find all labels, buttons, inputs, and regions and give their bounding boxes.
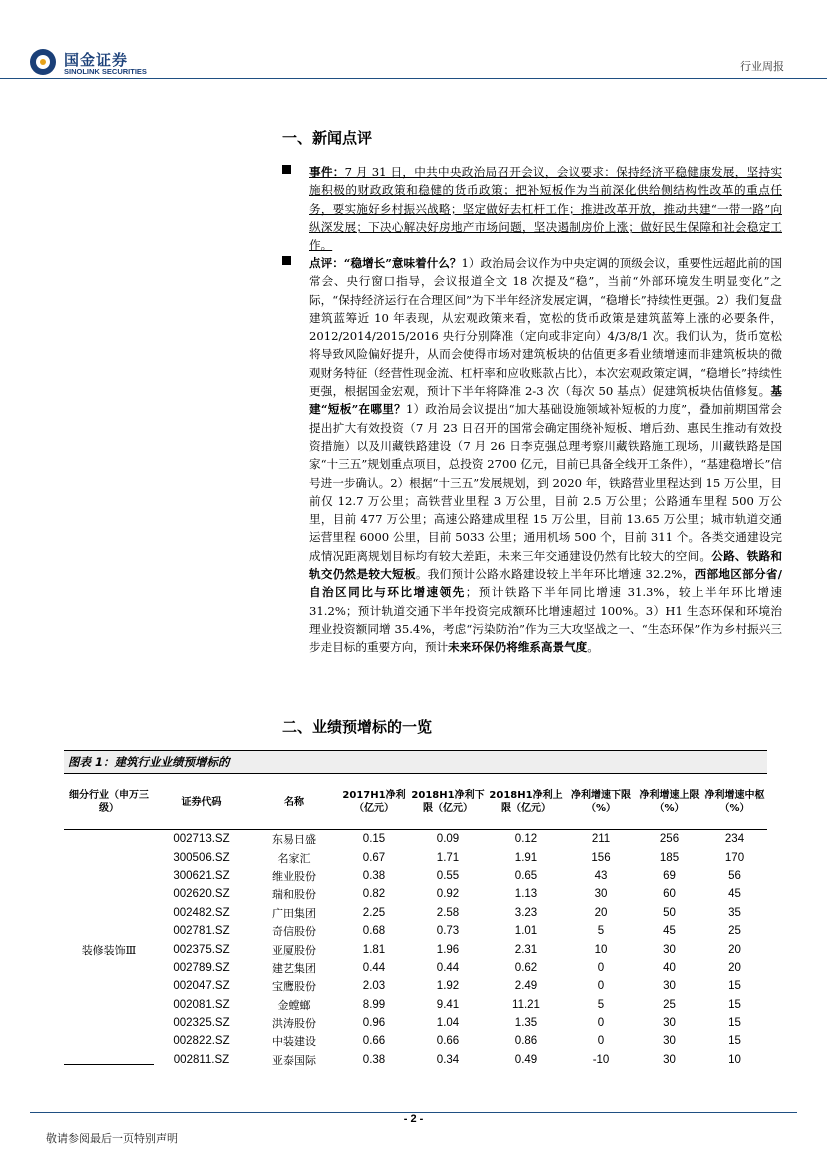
growth-high: 30 xyxy=(663,1053,676,1066)
stock-code: 300506.SZ xyxy=(173,851,230,864)
growth-high: 50 xyxy=(663,906,676,919)
comment-label: 点评： xyxy=(309,256,344,270)
net-profit-2018h1-high: 0.62 xyxy=(514,961,538,974)
table-row xyxy=(64,940,767,958)
header-industry: 细分行业（申万三级） xyxy=(64,775,154,830)
growth-low: 0 xyxy=(597,1035,605,1048)
table-row xyxy=(64,977,767,995)
table-header-row xyxy=(64,775,767,830)
growth-low: 156 xyxy=(591,851,611,864)
net-profit-2018h1-low: 0.92 xyxy=(436,888,460,901)
growth-mid: 170 xyxy=(724,851,745,864)
table-bottom-rule xyxy=(64,1064,154,1065)
header-growth-mid: 净利增速中枢（%） xyxy=(702,775,767,830)
stock-name: 东易日盛 xyxy=(272,833,316,847)
header-2018h1-low: 2018H1净利下限（亿元） xyxy=(409,775,487,830)
comment-paragraph xyxy=(282,254,782,657)
event-label: 事件： xyxy=(309,165,345,179)
growth-high: 30 xyxy=(663,943,676,956)
header-2017h1: 2017H1净利（亿元） xyxy=(339,775,409,830)
net-profit-2018h1-low: 1.96 xyxy=(436,943,460,956)
growth-mid: 15 xyxy=(728,998,741,1011)
growth-high: 30 xyxy=(663,980,676,993)
table-row xyxy=(64,1051,767,1069)
net-profit-2018h1-low: 1.04 xyxy=(436,1017,460,1030)
growth-high: 256 xyxy=(659,833,680,846)
net-profit-2018h1-low: 0.66 xyxy=(436,1035,460,1048)
net-profit-2017h1: 8.99 xyxy=(362,998,386,1011)
growth-mid: 15 xyxy=(728,980,741,993)
stock-code: 002781.SZ xyxy=(173,925,230,938)
net-profit-2018h1-high: 2.31 xyxy=(514,943,538,956)
stock-code: 002789.SZ xyxy=(173,961,230,974)
square-bullet-icon xyxy=(282,165,291,174)
net-profit-2017h1: 2.25 xyxy=(362,906,386,919)
stock-name: 维业股份 xyxy=(272,869,316,883)
growth-high: 69 xyxy=(663,869,676,882)
growth-high: 30 xyxy=(663,1017,676,1030)
event-paragraph xyxy=(282,163,782,254)
table-row xyxy=(64,922,767,940)
growth-low: 10 xyxy=(594,943,608,956)
header-growth-high: 净利增速上限（%） xyxy=(637,775,702,830)
growth-low: 43 xyxy=(594,869,608,882)
net-profit-2018h1-low: 2.58 xyxy=(436,906,460,919)
net-profit-2018h1-low: 0.34 xyxy=(436,1053,460,1066)
table-title-bar xyxy=(64,750,767,774)
stock-name: 中装建设 xyxy=(272,1035,316,1049)
net-profit-2018h1-low: 1.92 xyxy=(436,980,460,993)
table-row xyxy=(64,1032,767,1050)
section-title-news: 一、新闻点评 xyxy=(282,129,373,147)
stock-code: 002482.SZ xyxy=(173,906,230,919)
footer-disclaimer: 敬请参阅最后一页特别声明 xyxy=(46,1132,178,1145)
growth-mid: 10 xyxy=(728,1053,741,1066)
comment-highlight-2: 西部地区部分省/自治区同比与环比增速领先 xyxy=(309,567,782,600)
table-row xyxy=(64,959,767,977)
stock-name: 瑞和股份 xyxy=(272,888,316,902)
net-profit-2018h1-high: 0.49 xyxy=(514,1053,538,1066)
net-profit-2018h1-high: 11.21 xyxy=(512,998,540,1011)
growth-low: 0 xyxy=(597,961,605,974)
stock-code: 002047.SZ xyxy=(173,980,230,993)
square-bullet-icon xyxy=(282,256,291,265)
net-profit-2017h1: 0.82 xyxy=(362,888,386,901)
net-profit-2018h1-high: 0.65 xyxy=(514,869,538,882)
net-profit-2018h1-high: 1.13 xyxy=(514,888,538,901)
stock-code: 002375.SZ xyxy=(173,943,230,956)
net-profit-2018h1-high: 2.49 xyxy=(514,980,538,993)
growth-low: 30 xyxy=(594,888,608,901)
growth-high: 185 xyxy=(659,851,680,864)
net-profit-2018h1-high: 1.91 xyxy=(514,851,538,864)
header-growth-low: 净利增速下限（%） xyxy=(565,775,637,830)
net-profit-2017h1: 0.15 xyxy=(362,833,386,846)
stock-code: 300621.SZ xyxy=(173,869,230,882)
company-logo xyxy=(30,46,160,78)
net-profit-2018h1-low: 0.73 xyxy=(436,925,460,938)
net-profit-2017h1: 0.38 xyxy=(362,1053,386,1066)
stock-name: 亚厦股份 xyxy=(272,943,316,957)
comment-body-3: 。我们预计公路水路建设较上半年环比增速 32.2%， xyxy=(415,567,695,582)
section-title-performance: 二、业绩预增标的一览 xyxy=(282,718,433,736)
net-profit-2018h1-high: 1.35 xyxy=(514,1017,538,1030)
stock-name: 奇信股份 xyxy=(272,925,316,939)
comment-body-2: 1）政治局会议提出“加大基础设施领域补短板的力度”，叠加前期国常会提出扩大有效投资（7 月 23 日召开的国常会确定围绕补短板、增后劲、惠民生推动有效投资措施）以及川藏铁路建设（7 月 26 日李克强总理考察川藏铁路施工现场，川藏铁路是国家“十三五”规划重点项目，总投资 2700 亿元，目前已具备全线开工条件），“基建稳增长”信号进一步确认。2）根据“十三五”发展规划，到 2020 年，铁路营业里程达到 15 万公里，目前仅 12.7 万公里；高铁营业里程 3 万公里，目前 2.5 万公里；公路通车里程 500 万公里，目前 477 万公里；高速公路建成里程 15 万公里，目前 13.65 万公里；城市轨道交通运营里程 6000 公里，目前 5033 公里；通用机场 500 个，目前 311 个。各类交通建设完成情况距离规划目标均有较大差距，未来三年交通建设仍然有比较大的空间。 xyxy=(309,402,782,563)
stock-name: 建艺集团 xyxy=(272,961,316,975)
growth-mid: 45 xyxy=(728,888,741,901)
header-2018h1-high: 2018H1净利上限（亿元） xyxy=(487,775,565,830)
logo-mark-icon xyxy=(30,49,56,75)
growth-mid: 15 xyxy=(728,1035,741,1048)
stock-name: 名家汇 xyxy=(277,851,311,865)
net-profit-2018h1-high: 3.23 xyxy=(514,906,538,919)
table-title: 图表 1：建筑行业业绩预增标的 xyxy=(68,755,230,769)
growth-low: 5 xyxy=(597,925,605,938)
growth-low: 0 xyxy=(597,980,605,993)
header-divider xyxy=(0,78,827,79)
net-profit-2017h1: 0.67 xyxy=(362,851,386,864)
comment-body-4: ；预计铁路下半年同比增速 31.3%，较上半年环比增速 31.2%；预计轨道交通下半年投资完成额环比增速超过 100%。3）H1 生态环保和环境治理业投资额同增 35.4%，考虑“污染防治”作为三大攻坚战之一、“生态环保”作为乡村振兴三步走目标的重要方向，预计 xyxy=(309,585,782,655)
net-profit-2017h1: 1.81 xyxy=(362,943,386,956)
stock-code: 002620.SZ xyxy=(173,888,230,901)
comment-body-1: 1）政治局会议作为中央定调的顶级会议，重要性远超此前的国常会、央行窗口指导，会议报道全文 18 次提及“稳”，当前“外部环境发生明显变化”之际，“保持经济运行在合理区间”为下半年经济发展定调，“稳增长”持续性更强。2）我们复盘建筑蓝筹近 10 年表现，从宏观政策来看，宽松的货币政策是建筑蓝筹上涨的必要条件，2012/2014/2015/2016 央行分别降准（定向或非定向）4/3/8/1 次。我们认为，货币宽松将导致风险偏好提升，从而会使得市场对建筑板块的估值更多看业绩增速而非建筑板块的微观财务特征（经营性现金流、杠杆率和应收账款占比），本次宏观政策定调，“稳增长”持续性更强，根据国金宏观，预计下半年将降准 2-3 次（每次 50 基点）促建筑板块估值修复。 xyxy=(309,256,782,399)
growth-high: 25 xyxy=(663,998,676,1011)
net-profit-2018h1-high: 0.12 xyxy=(514,833,538,846)
growth-low: 5 xyxy=(597,998,605,1011)
table-row xyxy=(64,1014,767,1032)
page-number: - 2 - xyxy=(403,1113,424,1125)
report-type: 行业周报 xyxy=(740,60,784,73)
event-text: 7 月 31 日，中共中央政治局召开会议，会议要求：保持经济平稳健康发展，坚持实施积极的财政政策和稳健的货币政策；把补短板作为当前深化供给侧结构性改革的重点任务，要实施好乡村振兴战略；坚定做好去杠杆工作；推进改革开放，推动共建“一带一路”向纵深发展；下决心解决好房地产市场问题，坚决遏制房价上涨；做好民生保障和社会稳定工作。 xyxy=(309,165,782,253)
growth-low: -10 xyxy=(592,1053,610,1066)
logo-chinese-name: 国金证券 xyxy=(64,51,129,69)
net-profit-2017h1: 0.96 xyxy=(362,1017,386,1030)
net-profit-2018h1-low: 0.44 xyxy=(436,961,460,974)
growth-high: 40 xyxy=(663,961,676,974)
stock-name: 宝鹰股份 xyxy=(272,980,316,994)
table-row xyxy=(64,848,767,866)
table-row xyxy=(64,885,767,903)
comment-highlight-1: 公路、铁路和轨交仍然是较大短板 xyxy=(309,548,782,582)
growth-low: 211 xyxy=(591,833,611,846)
stock-name: 亚泰国际 xyxy=(272,1053,316,1067)
stock-code: 002325.SZ xyxy=(173,1017,230,1030)
comment-body-5: 。 xyxy=(587,640,599,655)
net-profit-2018h1-low: 0.09 xyxy=(436,833,460,846)
industry-group-cell: 装修装饰Ⅲ xyxy=(81,943,137,957)
performance-table xyxy=(64,775,767,1069)
comment-question-2: 基建“短板”在哪里？ xyxy=(309,384,782,417)
stock-name: 洪涛股份 xyxy=(272,1017,316,1031)
stock-code: 002081.SZ xyxy=(173,998,230,1011)
growth-mid: 20 xyxy=(728,961,741,974)
stock-name: 金螳螂 xyxy=(277,998,311,1012)
net-profit-2017h1: 2.03 xyxy=(362,980,386,993)
growth-mid: 234 xyxy=(724,833,745,846)
net-profit-2018h1-low: 1.71 xyxy=(436,851,460,864)
growth-mid: 25 xyxy=(728,925,741,938)
growth-mid: 20 xyxy=(728,943,741,956)
table-row xyxy=(64,996,767,1014)
stock-name: 广田集团 xyxy=(272,906,316,920)
header-name: 名称 xyxy=(249,775,339,830)
growth-low: 20 xyxy=(594,906,608,919)
growth-high: 60 xyxy=(663,888,676,901)
net-profit-2017h1: 0.44 xyxy=(362,961,386,974)
net-profit-2017h1: 0.68 xyxy=(362,925,386,938)
table-row xyxy=(64,867,767,885)
growth-mid: 56 xyxy=(728,869,741,882)
net-profit-2018h1-high: 1.01 xyxy=(514,925,538,938)
table-row xyxy=(64,904,767,922)
net-profit-2018h1-low: 9.41 xyxy=(436,998,460,1011)
growth-high: 30 xyxy=(663,1035,676,1048)
stock-code: 002811.SZ xyxy=(173,1053,230,1066)
logo-english-name: SINOLINK SECURITIES xyxy=(64,67,147,76)
table-row xyxy=(64,830,767,849)
growth-high: 45 xyxy=(663,925,676,938)
comment-question-1: “稳增长”意味着什么？ xyxy=(343,256,462,270)
net-profit-2017h1: 0.38 xyxy=(362,869,386,882)
net-profit-2018h1-high: 0.86 xyxy=(514,1035,538,1048)
growth-mid: 35 xyxy=(728,906,741,919)
header-code: 证券代码 xyxy=(154,775,249,830)
growth-mid: 15 xyxy=(728,1017,741,1030)
stock-code: 002822.SZ xyxy=(173,1035,230,1048)
net-profit-2017h1: 0.66 xyxy=(362,1035,386,1048)
stock-code: 002713.SZ xyxy=(173,833,230,846)
growth-low: 0 xyxy=(597,1017,605,1030)
comment-highlight-3: 未来环保仍将维系高景气度 xyxy=(448,640,588,655)
net-profit-2018h1-low: 0.55 xyxy=(436,869,460,882)
